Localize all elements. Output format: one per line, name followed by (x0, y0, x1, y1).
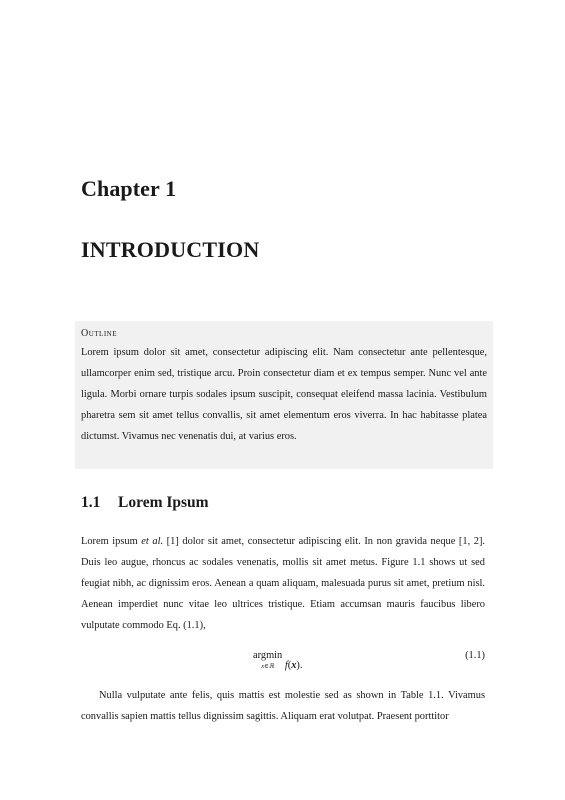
equation-open-paren: ( (287, 660, 292, 671)
etal-text: et al. (141, 536, 164, 547)
paragraph-2: Nulla vulputate ante felis, quis mattis est molestie sed as shown in Table 1.1. Vivamus convallis sapien mattis tellus dignissim sagittis. Aliquam erat volutpat. Praesent porttitor (81, 690, 485, 722)
paragraph-1 (81, 531, 485, 636)
equation-function: f (284, 660, 288, 671)
argmin-subscript: x∈ℝ (261, 663, 275, 670)
outline-box (75, 321, 493, 469)
chapter-title: INTRODUCTION (81, 237, 260, 262)
equation-formula (253, 649, 302, 673)
outline-body: Lorem ipsum dolor sit amet, consectetur adipiscing elit. Nam consectetur ante pellentesque, ullamcorper enim sed, tristique arcu. Proin consectetur diam et ex tempus semper. Nunc vel ante ligula. Morbi ornare turpis sodales ipsum suscipit, consequat eleifend massa lacinia. Vestibulum pharetra sem sit amet tellus convallis, sit amet elementum eros viverra. In hac habitasse platea dictumst. Vivamus nec venenatis dui, at varius eros. (81, 347, 487, 442)
paragraph-1-lead: Lorem ipsum (81, 536, 142, 547)
argmin-text: argmin (253, 650, 283, 661)
argmin-operator (253, 649, 282, 671)
section-title: Lorem Ipsum (118, 494, 209, 511)
section-number: 1.1 (81, 494, 101, 511)
equation-variable: x (291, 660, 297, 671)
equation-close-paren: ). (296, 660, 303, 671)
equation-1-1 (81, 649, 485, 679)
chapter-label: Chapter 1 (81, 176, 177, 201)
outline-heading: Outline (81, 328, 117, 339)
section-heading (81, 494, 209, 512)
equation-number: (1.1) (465, 650, 485, 661)
paragraph-1-rest: [1] dolor sit amet, consectetur adipiscing elit. In non gravida neque [1, 2]. Duis leo augue, rhoncus ac sodales venenatis, mollis sit amet metus. Figure 1.1 shows ut sed feugiat nibh, ac dignissim eros. Aenean a quam aliquam, malesuada purus sit amet, pretium nisl. Aenean imperdiet nunc vitae leo ultrices tristique. Etiam accumsan mauris faucibus libero vulputate commodo Eq. (1.1), (81, 536, 486, 631)
